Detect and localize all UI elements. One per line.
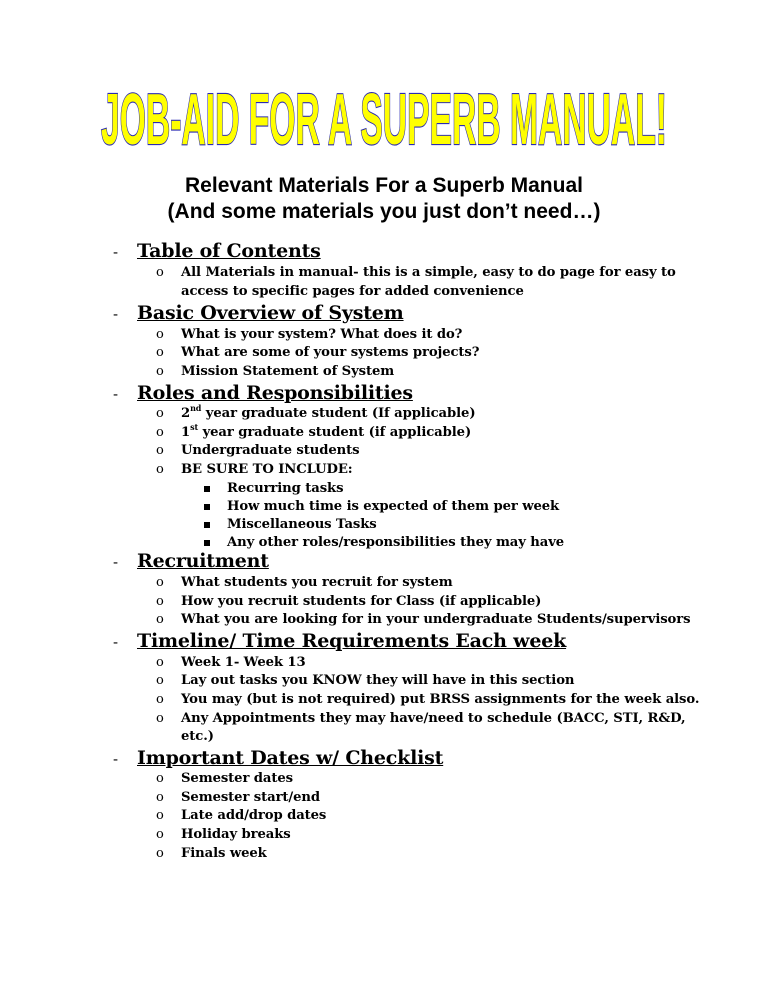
square-bullet-icon — [204, 504, 210, 510]
section-title: Recruitment — [137, 550, 269, 572]
circle-bullet-icon: o — [156, 364, 164, 379]
section-title: Timeline/ Time Requirements Each week — [137, 630, 567, 652]
circle-bullet-icon: o — [156, 265, 164, 280]
sub-list-item: Recurring tasks — [227, 481, 344, 496]
circle-bullet-icon: o — [156, 655, 164, 670]
circle-bullet-icon: o — [156, 594, 164, 609]
section-dash: - — [113, 633, 119, 651]
square-bullet-icon — [204, 540, 210, 546]
section-title: Basic Overview of System — [137, 302, 404, 324]
circle-bullet-icon: o — [156, 406, 164, 421]
subheading-1: Relevant Materials For a Superb Manual — [185, 174, 583, 197]
circle-bullet-icon: o — [156, 462, 164, 477]
section-title: Important Dates w/ Checklist — [137, 747, 444, 769]
document-page: JOB-AID FOR A SUPERB MANUAL! Relevant Materials For a Superb Manual (And some materials you just don’t need…) - Table of Contents o All Materials in manual- this is a simple, easy to do page for easy to access to specific pages for added convenience - Basic Overview of System o What is your system? What does it do? o What are some of your systems projects? o Mission Statement of System - Roles and Responsibilities o 2nd year graduate student (If applicable) o 1st year graduate student (if applicable) o Undergraduate students o BE SURE TO INCLUDE: Recurring tasks How much time is expected of them per week Miscellaneous Tasks Any other roles/responsibilities they may have - Recruitment o What students you recruit for system o How you recruit students for Class (if applicable) o What you are looking for in your undergraduate Students/supervisors - Timeline/ Time Requirements Each week o Week 1- Week 13 o Lay out tasks you KNOW they will have in this section o You may (but is not required) put BRSS assignments for the week also. o Any Appointments they may have/need to schedule (BACC, STI, R&D, etc.) - Important Dates w/ Checklist o Semester dates o Semester start/end o Late add/drop dates o Holiday breaks o Finals week — [0, 0, 768, 994]
banner-title — [96, 78, 672, 158]
section-dash: - — [113, 553, 119, 571]
section-dash: - — [113, 305, 119, 323]
section-dash: - — [113, 243, 119, 261]
subheading-2: (And some materials you just don’t need…) — [167, 200, 601, 223]
circle-bullet-icon: o — [156, 827, 164, 842]
section-title: Table of Contents — [137, 240, 321, 262]
square-bullet-icon — [204, 522, 210, 528]
circle-bullet-icon: o — [156, 425, 164, 440]
sub-list-item: How much time is expected of them per week — [227, 499, 560, 514]
circle-bullet-icon: o — [156, 612, 164, 627]
circle-bullet-icon: o — [156, 327, 164, 342]
circle-bullet-icon: o — [156, 575, 164, 590]
circle-bullet-icon: o — [156, 673, 164, 688]
section-dash: - — [113, 750, 119, 768]
circle-bullet-icon: o — [156, 692, 164, 707]
circle-bullet-icon: o — [156, 846, 164, 861]
circle-bullet-icon: o — [156, 711, 164, 726]
sub-list-item: Any other roles/responsibilities they may have — [227, 535, 565, 550]
square-bullet-icon — [204, 486, 210, 492]
section-title: Roles and Responsibilities — [137, 382, 413, 404]
circle-bullet-icon: o — [156, 345, 164, 360]
circle-bullet-icon: o — [156, 443, 164, 458]
circle-bullet-icon: o — [156, 771, 164, 786]
circle-bullet-icon: o — [156, 790, 164, 805]
section-dash: - — [113, 385, 119, 403]
sub-list-item: Miscellaneous Tasks — [227, 517, 377, 532]
circle-bullet-icon: o — [156, 808, 164, 823]
banner-title-text: JOB-AID FOR A SUPERB MANUAL! — [101, 80, 667, 158]
